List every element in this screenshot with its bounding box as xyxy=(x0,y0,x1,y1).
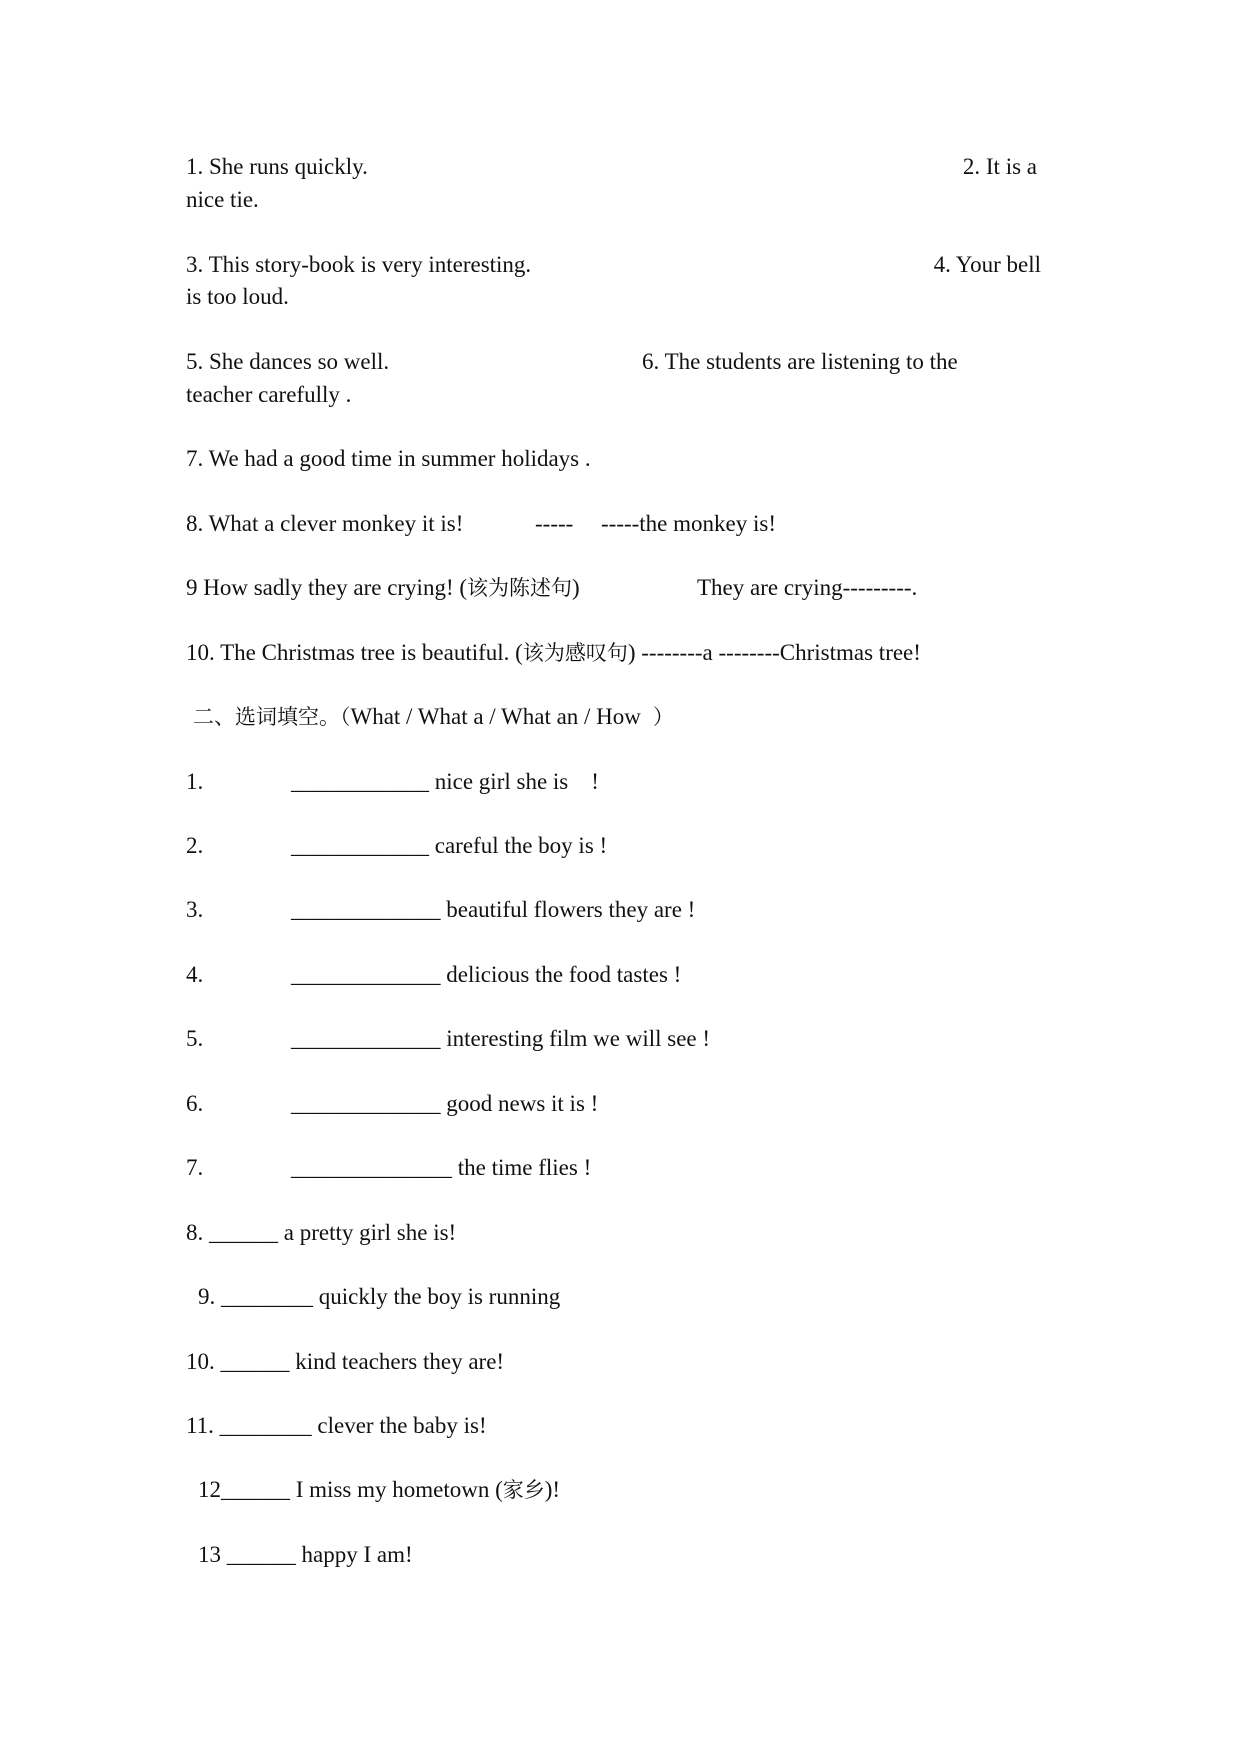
fill-item-1-text: nice girl she is ! xyxy=(429,769,599,794)
fill-item-1 xyxy=(291,770,599,793)
fill-item-9: 9. ________ quickly the boy is running xyxy=(198,1284,561,1309)
q6-text: 6. The students are listening to the xyxy=(642,349,958,374)
fill-item-2-text: careful the boy is ! xyxy=(429,833,608,858)
q9-question xyxy=(186,576,580,599)
q3-text: 3. This story-book is very interesting. xyxy=(186,252,532,277)
fill-item-3 xyxy=(291,898,695,921)
section-2-heading-close: ） xyxy=(652,705,674,729)
fill-item-5-blank: _____________ xyxy=(291,1026,441,1051)
q10-question-en: 10. The Christmas tree is beautiful. ( xyxy=(186,640,523,665)
fill-item-4-number: 4. xyxy=(186,962,204,987)
section-2-heading xyxy=(193,705,674,728)
fill-item-3-blank: _____________ xyxy=(291,897,441,922)
fill-item-13: 13 ______ happy I am! xyxy=(198,1542,413,1567)
q9-question-close: ) xyxy=(572,575,580,600)
fill-item-3-number: 3. xyxy=(186,897,204,922)
q7-text: 7. We had a good time in summer holidays . xyxy=(186,446,591,471)
q8-answer: -----the monkey is! xyxy=(601,511,776,536)
fill-item-8: 8. ______ a pretty girl she is! xyxy=(186,1220,457,1245)
q10-question-close: ) xyxy=(627,640,636,665)
q10-instruction-cn: 该为感叹句 xyxy=(522,641,628,665)
fill-item-5-text: interesting film we will see ! xyxy=(440,1026,711,1051)
fill-item-6-blank: _____________ xyxy=(291,1091,441,1116)
fill-item-6-text: good news it is ! xyxy=(440,1091,599,1116)
fill-item-2-number: 2. xyxy=(186,833,204,858)
q5-text: 5. She dances so well. xyxy=(186,349,390,374)
q2-text: 2. It is a xyxy=(962,154,1037,179)
fill-item-6 xyxy=(291,1092,598,1115)
q1-text: 1. She runs quickly. xyxy=(186,154,368,179)
fill-item-5-number: 5. xyxy=(186,1026,204,1051)
fill-item-10: 10. ______ kind teachers they are! xyxy=(186,1349,505,1374)
q8-question: 8. What a clever monkey it is! xyxy=(186,511,464,536)
fill-item-4 xyxy=(291,963,681,986)
fill-item-5 xyxy=(291,1027,710,1050)
fill-item-6-number: 6. xyxy=(186,1091,204,1116)
fill-item-12-end: )! xyxy=(544,1477,561,1502)
q4-text: 4. Your bell xyxy=(933,252,1041,277)
q9-answer: They are crying---------. xyxy=(697,575,918,600)
fill-item-12 xyxy=(198,1478,560,1501)
q10-line xyxy=(186,641,921,664)
fill-item-11: 11. ________ clever the baby is! xyxy=(186,1413,487,1438)
q4-continuation: is too loud. xyxy=(186,284,289,309)
section-2-heading-cn: 二、选词填空。（ xyxy=(193,705,351,729)
section-2-options: What / What a / What an / How xyxy=(350,704,641,729)
fill-item-2 xyxy=(291,834,607,857)
fill-item-7 xyxy=(291,1156,591,1179)
fill-item-12-cn: 家乡 xyxy=(502,1478,545,1502)
q2-continuation: nice tie. xyxy=(186,187,259,212)
q6-continuation: teacher carefully . xyxy=(186,382,352,407)
q10-answer: --------a --------Christmas tree! xyxy=(635,640,921,665)
fill-item-7-number: 7. xyxy=(186,1155,204,1180)
fill-item-1-blank: ____________ xyxy=(291,769,429,794)
fill-item-1-number: 1. xyxy=(186,769,204,794)
fill-item-3-text: beautiful flowers they are ! xyxy=(440,897,696,922)
q9-instruction-cn: 该为陈述句 xyxy=(467,576,573,600)
fill-item-2-blank: ____________ xyxy=(291,833,429,858)
fill-item-7-text: the time flies ! xyxy=(452,1155,592,1180)
fill-item-4-text: delicious the food tastes ! xyxy=(440,962,682,987)
fill-item-12-en: 12______ I miss my hometown ( xyxy=(198,1477,503,1502)
q9-question-en: 9 How sadly they are crying! ( xyxy=(186,575,468,600)
fill-item-4-blank: _____________ xyxy=(291,962,441,987)
q8-blank-1: ----- xyxy=(535,511,574,536)
fill-item-7-blank: ______________ xyxy=(291,1155,452,1180)
